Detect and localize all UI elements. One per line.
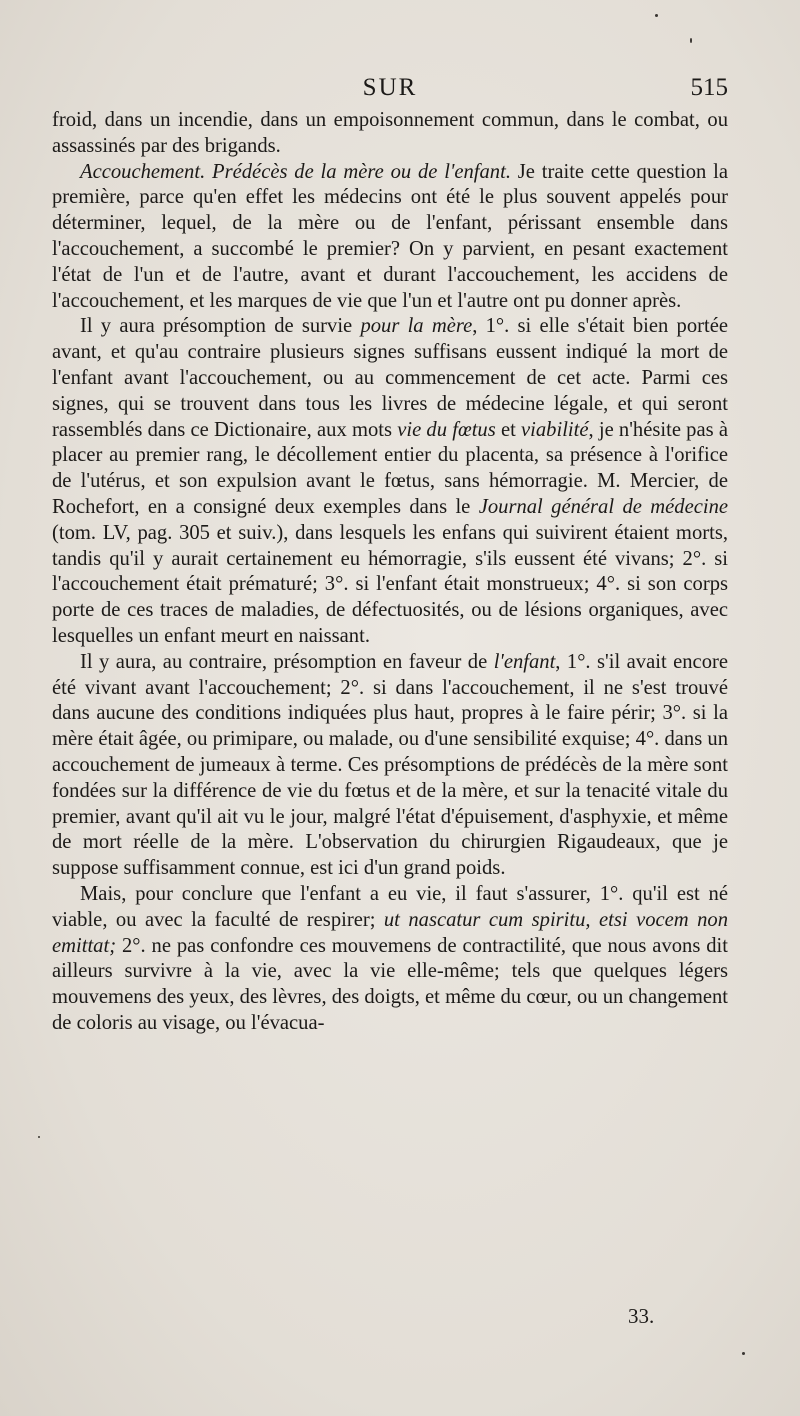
- text-run: Il y aura présomption de survie: [80, 315, 361, 338]
- running-head: SUR: [362, 74, 418, 101]
- page-header: [52, 74, 728, 106]
- text-run: , 1°. si elle s'était bien portée avant, et qu'au contraire plusieurs signes suffisans eussent indiqué la mort de l'enfant avant l'accouchement, ou au commencement de cet acte. Parmi ces signes, qui se trouvent dans tous les livres de médecine légale, et qui seront rassemblés dans ce Dictionaire, aux mots: [52, 315, 728, 441]
- paragraph-1: [52, 108, 728, 160]
- paragraph-3: [52, 314, 728, 649]
- paragraph-2: [52, 160, 728, 315]
- paper-speck: [742, 1352, 745, 1355]
- text-run: et: [495, 418, 522, 441]
- signature-mark: 33.: [628, 1304, 655, 1328]
- paper-speck: [38, 1136, 40, 1138]
- italic-run: Accouchement. Prédécès de la mère ou de l'enfant.: [80, 160, 511, 183]
- text-run: Il y aura, au contraire, présomption en faveur de: [80, 650, 494, 673]
- italic-run: Journal général de médecine: [478, 495, 729, 518]
- italic-run: pour la mère: [360, 315, 473, 338]
- text-run: , je n'hésite pas à placer au premier rang, le décollement entier du placenta, sa présence à l'orifice de l'utérus, et son expulsion avant le fœtus, sans hémorragie. M. Mercier, de Rochefort, en a consigné deux exemples dans le: [52, 418, 728, 518]
- paragraph-5: [52, 882, 728, 1037]
- text-run: Mais, pour conclure que l'enfant a eu vie, il faut s'assurer, 1°. qu'il est né viable, ou avec la faculté de respirer;: [52, 882, 728, 931]
- paper-speck: [690, 38, 692, 43]
- text-run: 2°. ne pas confondre ces mouvemens de contractilité, que nous avons dit ailleurs survivre à la vie, avec la vie elle-même; tels que quelques légers mouvemens des yeux, des lèvres, des doigts, et même du cœur, ou un changement de coloris au visage, ou l'évacua-: [52, 934, 728, 1034]
- text-run: , 1°. s'il avait encore été vivant avant l'accouchement; 2°. si dans l'accouchement, il ne s'est trouvé dans aucune des conditions indiquées plus haut, propres à le faire périr; 3°. si la mère était âgée, ou primipare, ou malade, ou d'une sensibilité exquise; 4°. dans un accouchement de jumeaux à terme. Ces présomptions de prédécès de la mère sont fondées sur la différence de vie du fœtus et de la mère, et sur la tenacité vitale du premier, avant qu'il ait vu le jour, malgré l'état d'épuisement, d'asphyxie, et même de mort réelle de la mère. L'observation du chirurgien Rigaudeaux, que je suppose suffisamment connue, est ici d'un grand poids.: [52, 650, 728, 880]
- text-run: Je traite cette question la première, parce qu'en effet les médecins ont été le plus souvent appelés pour déterminer, lequel, de la mère ou de l'enfant, périssant ensemble dans l'accouchement, a succombé le premier? On y parvient, en pesant exactement l'état de l'un et de l'autre, avant et durant l'accouchement, les accidens de l'accouchement, et les marques de vie que l'un et l'autre ont pu donner après.: [52, 160, 728, 312]
- text-run: froid, dans un incendie, dans un empoisonnement commun, dans le combat, ou assassinés par des brigands.: [52, 109, 728, 157]
- paper-speck: [655, 14, 658, 17]
- text-run: (tom. LV, pag. 305 et suiv.), dans lesquels les enfans qui suivirent étaient morts, tandis qu'il y aurait certainement eu hémorragie, s'ils eussent été vivans; 2°. si l'accouchement était prématuré; 3°. si l'enfant était monstrueux; 4°. si son corps porte de ces traces de maladies, de défectuosités, ou de lésions organiques, avec lesquelles un enfant meurt en naissant.: [52, 521, 728, 647]
- page-number: 515: [690, 74, 728, 101]
- body-text: [52, 108, 728, 1037]
- italic-run: ut nascatur cum spiritu, etsi vocem non emittat;: [52, 908, 729, 957]
- italic-run: viabilité: [521, 418, 589, 441]
- italic-run: l'enfant: [493, 650, 556, 673]
- paragraph-4: [52, 650, 728, 882]
- italic-run: vie du fœtus: [397, 418, 496, 441]
